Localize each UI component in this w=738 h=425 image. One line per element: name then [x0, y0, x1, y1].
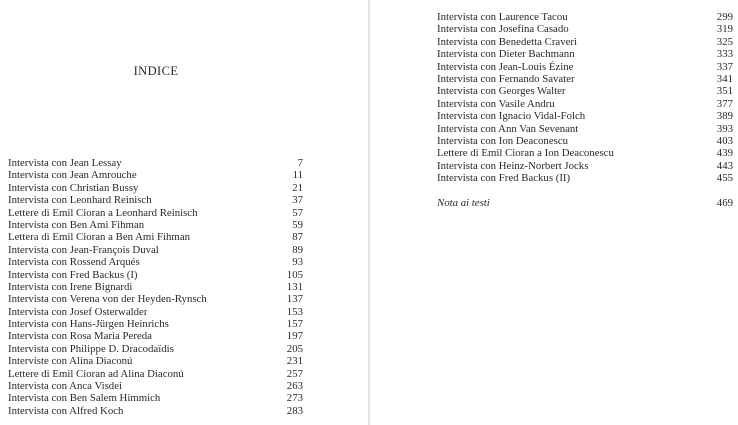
toc-entry	[437, 160, 733, 172]
toc-entry-page: 325	[716, 35, 733, 48]
toc-entry	[8, 392, 303, 404]
toc-entry-page: 319	[716, 23, 733, 36]
toc-entry	[8, 368, 303, 380]
toc-entry	[437, 23, 733, 35]
toc-entry-page: 263	[286, 380, 303, 393]
toc-entry-title: Intervista con Ann Van Sevenant	[437, 122, 579, 135]
toc-entry-page: 89	[292, 243, 303, 256]
toc-entry-title: Intervista con Heinz-Norbert Jocks	[437, 159, 589, 172]
toc-entry-page: 403	[716, 134, 733, 147]
toc-entry	[437, 98, 733, 110]
toc-entry-title: Intervista con Josef Osterwalder	[8, 305, 148, 318]
toc-entry-page: 299	[716, 11, 733, 23]
toc-entry-page: 231	[286, 355, 303, 368]
toc-entry	[8, 355, 303, 367]
toc-entry-page: 131	[286, 280, 303, 293]
toc-entry	[437, 73, 733, 85]
toc-entry-page: 443	[716, 159, 733, 172]
toc-entry-page: 153	[286, 305, 303, 318]
toc-entry	[437, 110, 733, 122]
toc-entry-title: Intervista con Ion Deaconescu	[437, 134, 569, 147]
toc-entry-page: 21	[292, 181, 303, 194]
toc-entry-title: Intervista con Irene Bignardi	[8, 280, 133, 293]
toc-entry-title: Intervista con Christian Bussy	[8, 181, 139, 194]
toc-entry-title: Nota ai testi	[437, 197, 490, 209]
toc-entry-page: 57	[292, 206, 303, 219]
index-title: INDICE	[133, 64, 179, 78]
toc-entry	[437, 135, 733, 147]
toc-entry-title: Intervista con Ben Ami Fihman	[8, 218, 145, 231]
toc-entry-page: 389	[716, 110, 733, 123]
toc-entry	[437, 36, 733, 48]
toc-entry	[8, 330, 303, 342]
toc-entry-title: Lettere di Emil Cioran ad Alina Diaconú	[8, 367, 184, 380]
toc-entry-page: 333	[716, 48, 733, 61]
toc-entry-page: 137	[286, 293, 303, 306]
toc-entry-title: Intervista con Georges Walter	[437, 85, 566, 98]
toc-entry-title: Lettere di Emil Cioran a Ion Deaconescu	[437, 147, 614, 160]
toc-entry-title: Lettere di Emil Cioran a Leonhard Reinisch	[8, 206, 198, 219]
toc-entry-title: Intervista con Alfred Koch	[8, 404, 124, 417]
toc-entry-title: Intervista con Jean Lessay	[8, 157, 122, 169]
toc-entry-title: Intervista con Ben Salem Himmich	[8, 392, 161, 405]
toc-entry-title: Interviste con Alina Diaconú	[8, 355, 133, 368]
toc-entry-page: 393	[716, 122, 733, 135]
toc-entry-page: 455	[716, 172, 733, 185]
toc-entry	[437, 48, 733, 60]
toc-entry-page: 93	[292, 256, 303, 269]
toc-entry-page: 337	[716, 60, 733, 73]
toc-entry-page: 205	[286, 342, 303, 355]
toc-entry-page: 7	[297, 157, 303, 169]
toc-entry-title: Lettera di Emil Cioran a Ben Ami Fihman	[8, 231, 191, 244]
toc-entry-title: Intervista con Rosa Maria Pereda	[8, 330, 152, 343]
toc-entry	[8, 244, 303, 256]
toc-entry	[8, 306, 303, 318]
toc-entry-page: 59	[292, 218, 303, 231]
toc-entry	[8, 380, 303, 392]
toc-entry-page: 377	[716, 97, 733, 110]
toc-entry-title: Intervista con Verena von der Heyden-Rynsch	[8, 293, 207, 306]
toc-entry	[8, 157, 303, 169]
toc-entry	[8, 318, 303, 330]
toc-entry-title: Intervista con Ignacio Vidal-Folch	[437, 110, 586, 123]
toc-entry	[8, 269, 303, 281]
toc-entry	[8, 256, 303, 268]
toc-entry	[8, 182, 303, 194]
toc-entry-page: 257	[286, 367, 303, 380]
toc-entry	[437, 147, 733, 159]
toc-entry-title: Intervista con Laurence Tacou	[437, 11, 568, 23]
toc-entry-page: 469	[716, 197, 733, 209]
toc-entry-page: 283	[286, 404, 303, 417]
toc-entry	[8, 207, 303, 219]
toc-entry-title: Intervista con Philippe D. Dracodaïdis	[8, 342, 174, 355]
toc-entry-title: Intervista con Jean Amrouche	[8, 169, 137, 182]
toc-entry-title: Intervista con Anca Visdei	[8, 380, 122, 393]
toc-entry-title: Intervista con Rossend Arqués	[8, 256, 140, 269]
toc-entry-page: 37	[292, 194, 303, 207]
toc-list-right	[437, 11, 733, 184]
toc-entry	[437, 11, 733, 23]
toc-entry	[8, 293, 303, 305]
toc-entry-title: Intervista con Dieter Bachmann	[437, 48, 575, 61]
toc-entry-title: Intervista con Vasile Andru	[437, 97, 555, 110]
toc-entry-page: 105	[286, 268, 303, 281]
toc-entry-page: 273	[286, 392, 303, 405]
toc-entry-title: Intervista con Jean-Louis Ézine	[437, 60, 574, 73]
toc-entry-page: 341	[716, 72, 733, 85]
toc-entry	[437, 85, 733, 97]
toc-entry	[437, 61, 733, 73]
toc-entry-page: 11	[292, 169, 303, 182]
toc-entry-title: Intervista con Fred Backus (II)	[437, 172, 571, 185]
toc-entry-title: Intervista con Fernando Savater	[437, 72, 575, 85]
toc-entry-page: 439	[716, 147, 733, 160]
toc-entry	[8, 405, 303, 417]
toc-entry	[8, 219, 303, 231]
toc-entry-page: 351	[716, 85, 733, 98]
toc-entry-page: 197	[286, 330, 303, 343]
toc-entry-title: Intervista con Fred Backus (I)	[8, 268, 138, 281]
toc-entry	[8, 194, 303, 206]
toc-entry	[8, 281, 303, 293]
toc-list-left	[8, 157, 303, 417]
toc-entry	[437, 172, 733, 184]
toc-entry-title: Intervista con Jean-François Duval	[8, 243, 159, 256]
toc-entry-note	[437, 197, 733, 209]
toc-entry	[437, 123, 733, 135]
toc-entry	[8, 343, 303, 355]
toc-entry-title: Intervista con Hans-Jürgen Heinrichs	[8, 318, 169, 331]
toc-entry-title: Intervista con Benedetta Craveri	[437, 35, 578, 48]
toc-entry-title: Intervista con Josefina Casado	[437, 23, 569, 36]
toc-entry-page: 157	[286, 318, 303, 331]
toc-entry-page: 87	[292, 231, 303, 244]
toc-entry-title: Intervista con Leonhard Reinisch	[8, 194, 152, 207]
toc-entry	[8, 169, 303, 181]
toc-entry	[8, 231, 303, 243]
